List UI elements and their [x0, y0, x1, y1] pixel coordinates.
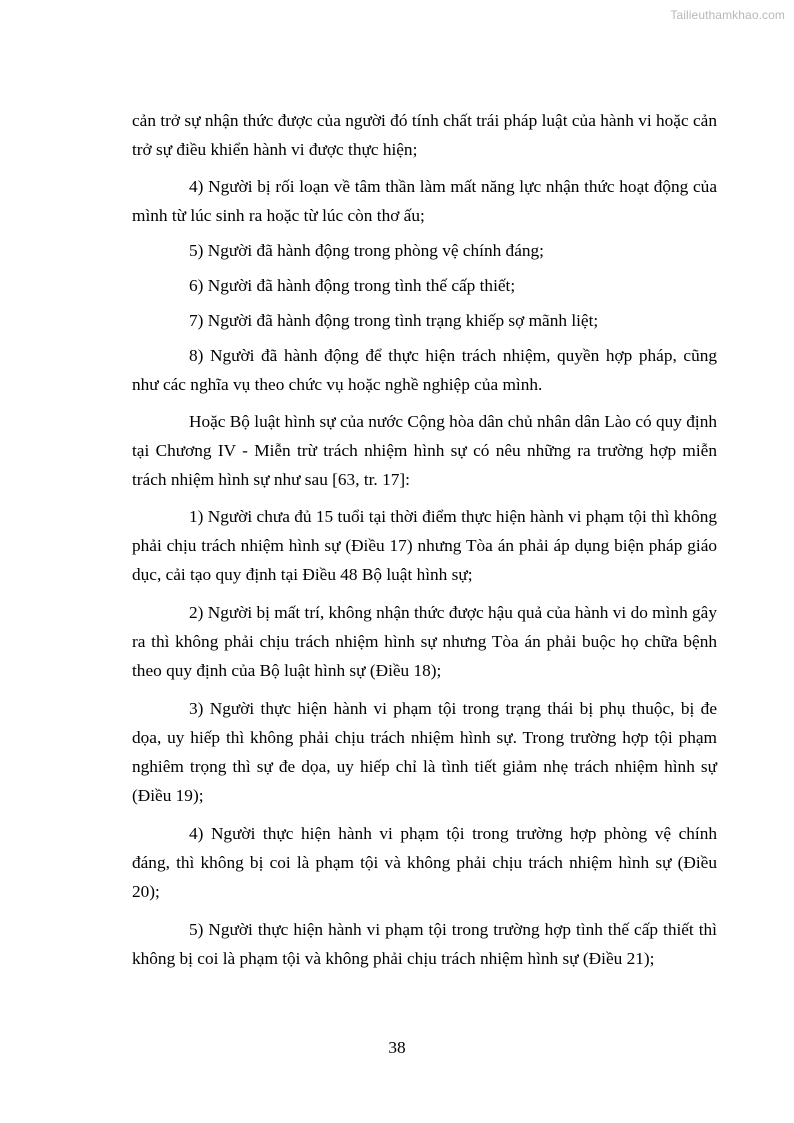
paragraph-item-4: 4) Người bị rối loạn về tâm thần làm mất năng lực nhận thức hoạt động của mình từ lúc sinh ra hoặc từ lúc còn thơ ấu; [132, 177, 717, 225]
paragraph-item-8: 8) Người đã hành động để thực hiện trách nhiệm, quyền hợp pháp, cũng như các nghĩa vụ theo chức vụ hoặc nghề nghiệp của mình. [132, 346, 717, 394]
paragraph-laos-item-4: 4) Người thực hiện hành vi phạm tội trong trường hợp phòng vệ chính đáng, thì không bị coi là phạm tội và không phải chịu trách nhiệm hình sự (Điều 20); [132, 824, 717, 901]
watermark: Tailieuthamkhao.com [670, 8, 785, 22]
page-number: 38 [388, 1038, 406, 1057]
paragraph-laos-item-5: 5) Người thực hiện hành vi phạm tội trong trường hợp tình thế cấp thiết thì không bị coi là phạm tội và không phải chịu trách nhiệm hình sự (Điều 21); [132, 920, 717, 968]
paragraph-laos-item-3: 3) Người thực hiện hành vi phạm tội trong trạng thái bị phụ thuộc, bị đe dọa, uy hiếp thì không phải chịu trách nhiệm hình sự. Trong trường hợp tội phạm nghiêm trọng thì sự đe dọa, uy hiếp chỉ là tình tiết giảm nhẹ trách nhiệm hình sự (Điều 19); [132, 699, 717, 805]
paragraph-item-7: 7) Người đã hành động trong tình trạng khiếp sợ mãnh liệt; [189, 311, 599, 330]
paragraph-laos-intro: Hoặc Bộ luật hình sự của nước Cộng hòa dân chủ nhân dân Lào có quy định tại Chương IV - Miễn trừ trách nhiệm hình sự có nêu những ra trường hợp miễn trách nhiệm hình sự như sau [63, tr. 17]: [132, 412, 717, 489]
paragraph-laos-item-1: 1) Người chưa đủ 15 tuổi tại thời điểm thực hiện hành vi phạm tội thì không phải chịu trách nhiệm hình sự (Điều 17) nhưng Tòa án phải áp dụng biện pháp giáo dục, cải tạo quy định tại Điều 48 Bộ luật hình sự; [132, 507, 717, 584]
paragraph-item-5: 5) Người đã hành động trong phòng vệ chính đáng; [189, 241, 544, 260]
paragraph-continuation: cản trở sự nhận thức được của người đó tính chất trái pháp luật của hành vi hoặc cản trở sự điều khiển hành vi được thực hiện; [132, 111, 717, 159]
document-body [132, 106, 717, 973]
paragraph-item-6: 6) Người đã hành động trong tình thế cấp thiết; [189, 276, 516, 295]
paragraph-laos-item-2: 2) Người bị mất trí, không nhận thức được hậu quả của hành vi do mình gây ra thì không phải chịu trách nhiệm hình sự nhưng Tòa án phải buộc họ chữa bệnh theo quy định của Bộ luật hình sự (Điều 18); [132, 603, 717, 680]
